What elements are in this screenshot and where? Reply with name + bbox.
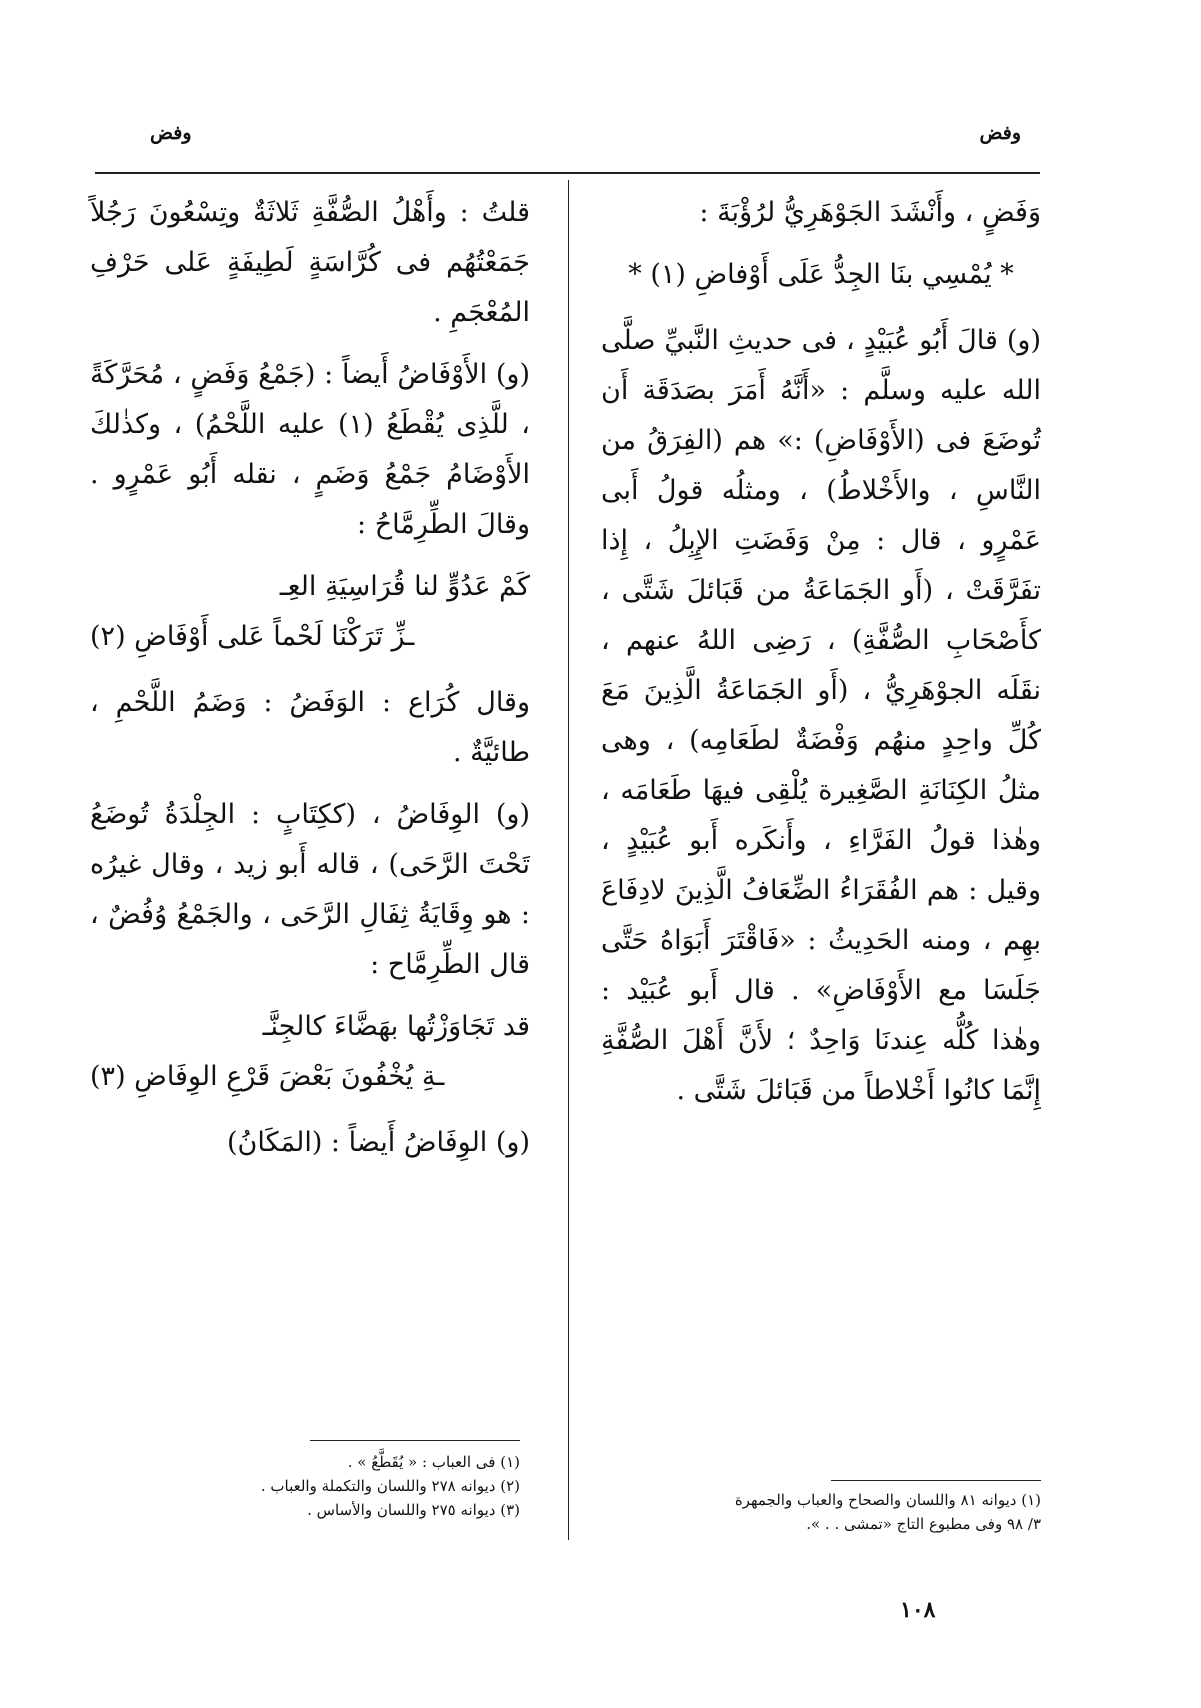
- verse-hemistich: ـزِّ تَرَكْنَا لَحْماً عَلى أَوْفَاضِ (٢): [90, 621, 415, 652]
- verse: [90, 562, 530, 662]
- verse-hemistich: كَمْ عَدُوٍّ لنا قُرَاسِيَةِ العِـ: [279, 571, 530, 602]
- page-number: ١٠٨: [900, 1597, 936, 1623]
- entry-paragraph: وقال كُرَاع : الوَفَضُ : وَضَمُ اللَّحْمِ ، طائيَّةٌ .: [90, 687, 530, 768]
- verse: [90, 1002, 530, 1102]
- left-column: [90, 188, 530, 1180]
- column-divider: [568, 180, 569, 1540]
- header-rule: [95, 172, 1040, 174]
- footnote-rule: [831, 1480, 1041, 1481]
- running-head-left: وفض: [150, 122, 192, 144]
- footnote: ٣/ ٩٨ وفى مطبوع التاج «تمشى . . ».: [806, 1515, 1041, 1533]
- footnote: (١) ديوانه ٨١ واللسان والصحاح والعباب والجمهرة: [734, 1491, 1041, 1509]
- verse: * يُمْسِي بنَا الجِدُّ عَلَى أَوْفاضِ (١) *: [628, 259, 1014, 290]
- verse-hemistich: ـةِ يُخْفُونَ بَعْضَ قَرْعِ الوِفَاضِ (٣): [90, 1061, 445, 1092]
- verse-hemistich: قد تَجَاوَزْتُها بهَضَّاءَ كالجِنَّـ: [262, 1011, 530, 1042]
- right-column: [601, 188, 1041, 1128]
- entry-paragraph: (و) قالَ أَبُو عُبَيْدٍ ، فى حديثِ النَّبيِّ صلَّى الله عليه وسلَّم : «أَنَّهُ أَمَرَ بصَدَقَة أَن تُوضَعَ فى (الأَوْفَاضِ) :» هم (الفِرَقُ من النَّاسِ ، والأَخْلاطُ) ، ومثلُه قولُ أَبى عَمْرٍو ، قال : مِنْ وَفَضَتِ الإِبِلُ ، إِذا تفَرَّقَتْ ، (أَو الجَمَاعَةُ من قَبَائلَ شَتَّى ، كأَصْحَابِ الصُّفَّةِ) ، رَضِى اللهُ عنهم ، نقَلَه الجوْهَرِيُّ ، (أَو الجَمَاعَةُ الَّذِينَ مَعَ كُلِّ واحِدٍ منهُم وَفْضَةٌ لطَعَامِه) ، وهى مثلُ الكِنَانَةِ الصَّغِيرة يُلْقِى فيهَا طَعَامَه ، وهٰذا قولُ الفَرَّاءِ ، وأَنكَره أَبو عُبَيْدٍ ، وقيل : هم الفُقَرَاءُ الضِّعَافُ الَّذِينَ لادِفَاعَ بهِم ، ومنه الحَدِيثُ : «فَاقْتَرَ أَبَوَاهُ حَتَّى جَلَسَا مع الأَوْفَاضِ» . قال أَبو عُبَيْد : وهٰذا كُلُّه عِندنَا وَاحِدٌ ؛ لأَنَّ أَهْلَ الصُّفَّةِ إِنَّمَا كانُوا أَخْلاطاً من قَبَائلَ شَتَّى .: [601, 325, 1041, 1106]
- footnote: (١) فى العباب : « يُقَطَّعُ » .: [347, 1453, 520, 1471]
- entry-paragraph: (و) الوِفَاضُ أَيضاً : (المَكَانُ): [226, 1127, 530, 1158]
- entry-paragraph: (و) الوِفَاضُ ، (ككِتَابٍ : الجِلْدَةُ تُوضَعُ تَحْتَ الرَّحَى) ، قاله أَبو زيد ، وقال غيرُه : هو وِقَايَةُ ثِفَالِ الرَّحَى ، والجَمْعُ وُفُضٌ ، قال الطِّرِمَّاح :: [90, 799, 530, 980]
- running-head-right: وفض: [979, 122, 1021, 144]
- entry-paragraph: (و) الأَوْفَاضُ أَيضاً : (جَمْعُ وَفَضٍ ، مُحَرَّكَةً ، للَّذِى يُقْطَعُ (١) عليه اللَّحْمُ) ، وكذٰلكَ الأَوْضَامُ جَمْعُ وَضَمٍ ، نقله أَبُو عَمْرٍو . وقالَ الطِّرِمَّاحُ :: [90, 359, 530, 540]
- footnote-rule: [310, 1440, 520, 1441]
- entry-paragraph: قلتُ : وأَهْلُ الصُّفَّةِ ثَلاثَةٌ وتِسْعُونَ رَجُلاً جَمَعْتُهُم فى كُرَّاسَةٍ لَطِيفَةٍ عَلى حَرْفِ المُعْجَمِ .: [90, 197, 530, 328]
- footnotes-right: [591, 1488, 1041, 1536]
- entry-paragraph: وَفَضٍ ، وأَنْشَدَ الجَوْهَرِيُّ لرُؤْبَةَ :: [699, 197, 1041, 228]
- footnotes-left: [120, 1450, 520, 1522]
- footnote: (٢) ديوانه ٢٧٨ واللسان والتكملة والعباب .: [260, 1477, 520, 1495]
- footnote: (٣) ديوانه ٢٧٥ واللسان والأساس .: [307, 1501, 520, 1519]
